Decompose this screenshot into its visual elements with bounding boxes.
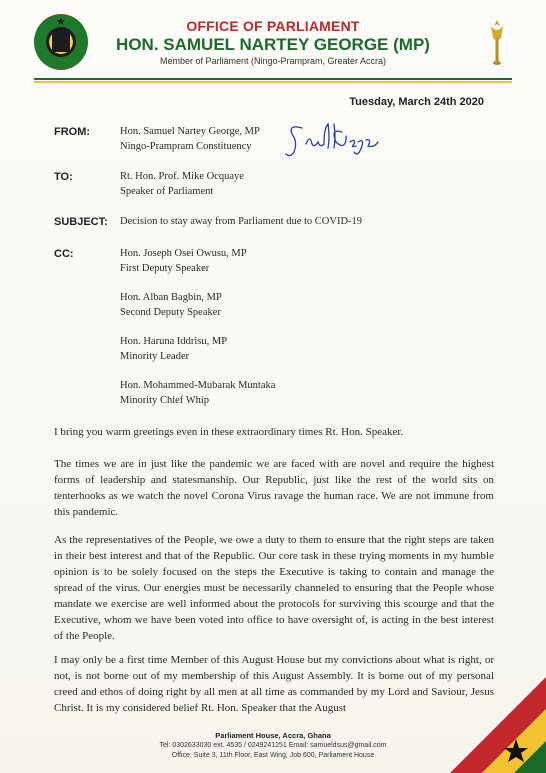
header-rule-gold [34,81,512,83]
subject-text: Decision to stay away from Parliament due to COVID-19 [120,216,363,227]
subject-label: SUBJECT: [54,216,108,228]
footer-contact: Tel: 0302633030 ext. 4535 / 0249241251 Email: samueldsus@gmail.com [159,742,387,749]
from-name: Hon. Samuel Nartey George, MP [120,126,260,137]
star-icon: ★ [56,16,66,28]
from-constituency: Ningo-Prampram Constituency [120,141,252,152]
cc-name: Hon. Haruna Iddrisu, MP [120,336,228,347]
cc-role: Second Deputy Speaker [120,307,221,318]
cc-name: Hon. Alban Bagbin, MP [120,292,222,303]
mace-icon [486,18,508,66]
footer-address: Parliament House, Accra, Ghana [215,731,331,740]
mp-subtitle: Member of Parliament (Ningo-Prampram, Greater Accra) [159,56,387,66]
body-paragraph: The times we are in just like the pandemic we are faced with are novel and require the highest forms of leadership and statesmanship. Our Republic, just like the rest of the world sits on tenterhooks as we watch the novel Corona Virus ravage the human race. We are not immune from this pandemic. [54,458,494,518]
footer-office: Office: Suite 3, 11th Floor, East Wing, Job 600, Parliament House [171,752,375,759]
cc-role: Minority Leader [120,351,190,362]
to-title: Speaker of Parliament [120,186,214,197]
cc-name: Hon. Joseph Osei Owusu, MP [120,248,247,259]
header-rule-green [34,78,512,80]
from-label: FROM: [54,126,91,138]
signature [284,118,380,160]
to-label: TO: [54,171,73,183]
body-paragraph: I may only be a first time Member of this August House but my convictions about what is right, or not, is not borne out of my membership of this August Assembly. It is borne out of my personal creed and ethos of doing right by all men at all time as commanded by my Lord and Saviour, Jesus Christ. It is my considered belief Rt. Hon. Speaker that the August [54,654,494,714]
cc-role: First Deputy Speaker [120,263,210,274]
cc-name: Hon. Mohammed-Mubarak Muntaka [120,380,276,391]
body-paragraph: As the representatives of the People, we owe a duty to them to ensure that the right steps are taken in their best interest and that of the Republic. Our core task in these trying moments in my humble opinion is to be solely focused on the steps the Executive is taking to contain and manage the spread of the virus. Our energies must be necessarily channeled to ensuring that the People whose mandate we exercise are well informed about the protocols for surviving this scourge and that the Executive, whom we have been voted into office to have oversight of, is acting in the best interest of the People. [54,534,494,642]
body-paragraph: I bring you warm greetings even in these extraordinary times Rt. Hon. Speaker. [54,426,404,438]
office-title: OFFICE OF PARLIAMENT [186,18,360,34]
ghana-flag-icon [450,677,546,773]
cc-label: CC: [54,248,74,260]
cc-role: Minority Chief Whip [120,395,210,406]
letter-date: Tuesday, March 24th 2020 [349,96,484,108]
to-name: Rt. Hon. Prof. Mike Ocquaye [120,171,244,182]
mp-name: HON. SAMUEL NARTEY GEORGE (MP) [116,35,430,54]
